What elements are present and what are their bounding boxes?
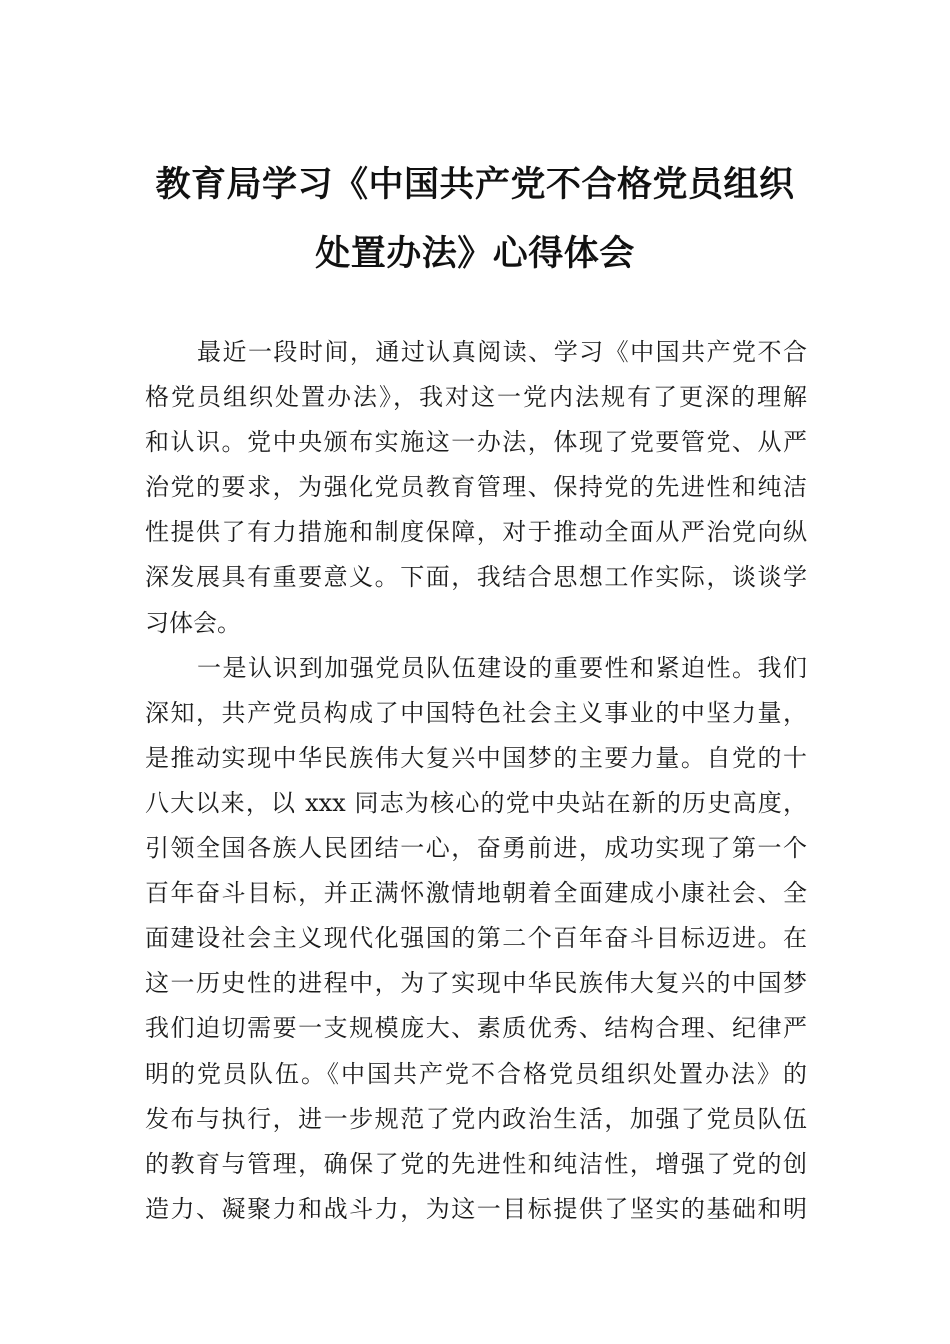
paragraph-2-line: 发布与执行，进一步规范了党内政治生活，加强了党员队伍 [145,1104,807,1133]
paragraph-1-line: 性提供了有力措施和制度保障，对于推动全面从严治党向纵 [145,518,807,547]
paragraph-1-line: 治党的要求，为强化党员教育管理、保持党的先进性和纯洁 [145,473,807,502]
paragraph-2-line: 引领全国各族人民团结一心，奋勇前进，成功实现了第一个 [145,834,807,863]
paragraph-1-line: 和认识。党中央颁布实施这一办法，体现了党要管党、从严 [145,428,807,457]
paragraph-2-line: 我们迫切需要一支规模庞大、素质优秀、结构合理、纪律严 [145,1014,807,1043]
document-title-line-2: 处置办法》心得体会 [315,233,635,274]
paragraph-2-line: 面建设社会主义现代化强国的第二个百年奋斗目标迈进。在 [145,924,807,953]
paragraph-2-line: 的教育与管理，确保了党的先进性和纯洁性，增强了党的创 [145,1149,807,1178]
document-body [145,330,807,1232]
paragraph-2-line: 一是认识到加强党员队伍建设的重要性和紧迫性。我们 [197,653,807,682]
paragraph-2-line: 是推动实现中华民族伟大复兴中国梦的主要力量。自党的十 [145,743,807,772]
paragraph-1-line: 最近一段时间，通过认真阅读、学习《中国共产党不合 [197,338,807,366]
paragraph-2-line: 造力、凝聚力和战斗力，为这一目标提供了坚实的基础和明 [145,1194,807,1223]
document-title-line-1: 教育局学习《中国共产党不合格党员组织 [155,164,795,205]
paragraph-2-line: 明的党员队伍。《中国共产党不合格党员组织处置办法》的 [145,1059,807,1088]
paragraph-2-line: 这一历史性的进程中，为了实现中华民族伟大复兴的中国梦 [145,969,807,998]
paragraph-2-line: 百年奋斗目标，并正满怀激情地朝着全面建成小康社会、全 [145,879,807,908]
paragraph-2-line: 八大以来，以 xxx 同志为核心的党中央站在新的历史高度， [145,788,807,817]
paragraph-1-line: 深发展具有重要意义。下面，我结合思想工作实际，谈谈学 [145,563,807,592]
paragraph-2-line: 深知，共产党员构成了中国特色社会主义事业的中坚力量， [145,698,807,727]
paragraph-1-line: 习体会。 [145,608,241,637]
paragraph-1-line: 格党员组织处置办法》，我对这一党内法规有了更深的理解 [145,383,807,412]
